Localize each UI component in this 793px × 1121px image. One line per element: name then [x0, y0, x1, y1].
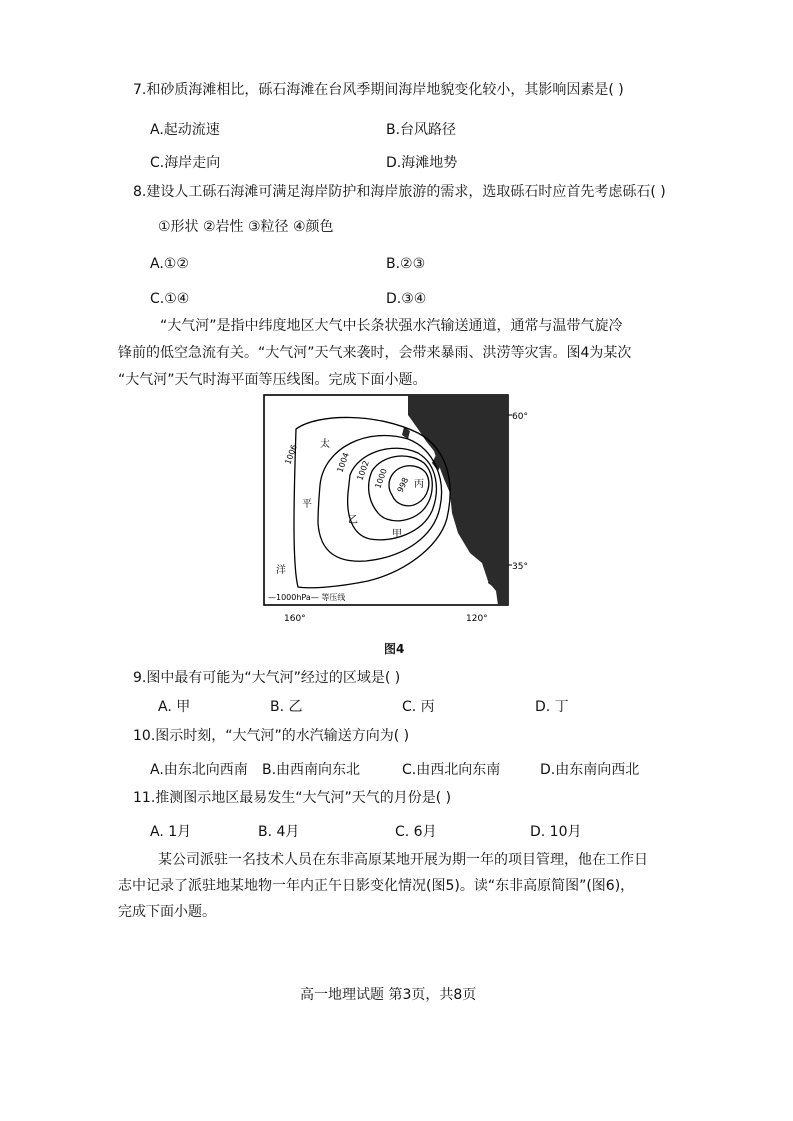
isobar-map: [258, 393, 530, 625]
label-yang: 洋: [276, 565, 286, 576]
land-mass: [408, 395, 508, 605]
q11-option-a: A. 1月: [150, 824, 192, 840]
isobar-label-1006: 1006: [283, 443, 299, 466]
q9-option-d: D. 丁: [535, 699, 569, 715]
q10-option-b: B.由西南向东北: [262, 762, 361, 778]
q11-option-b: B. 4月: [258, 824, 300, 840]
isobar-label-1004: 1004: [335, 451, 351, 474]
q10-option-d: D.由东南向西北: [540, 762, 640, 778]
passage1-line1: “大气河”是指中纬度地区大气中长条状强水汽输送通道，通常与温带气旋冷: [160, 318, 623, 334]
q10-option-c: C.由西北向东南: [402, 762, 501, 778]
q11-option-d: D. 10月: [530, 824, 582, 840]
label-bing: 丙: [414, 479, 424, 490]
label-yi: 乙: [348, 515, 358, 526]
label-jia: 甲: [392, 529, 402, 540]
q7-option-c: C.海岸走向: [150, 155, 221, 171]
legend: —1000hPa— 等压线: [268, 593, 346, 602]
passage2-line1: 某公司派驻一名技术人员在东非高原某地开展为期一年的项目管理，他在工作日: [158, 852, 648, 868]
q10-option-a: A.由东北向西南: [150, 762, 248, 778]
q8-option-d: D.③④: [386, 291, 427, 307]
q7-option-b: B.台风路径: [386, 122, 457, 138]
q7-stem: 7.和砂质海滩相比，砾石海滩在台风季期间海岸地貌变化较小，其影响因素是( ): [133, 82, 624, 98]
q10-stem: 10.图示时刻，“大气河”的水汽输送方向为( ): [133, 728, 410, 744]
q11-option-c: C. 6月: [395, 824, 437, 840]
lat-label-60: 60°: [512, 412, 528, 422]
page-footer: 高一地理试题 第3页，共8页: [300, 987, 477, 1003]
isobar-label-1000: 1000: [373, 467, 389, 490]
q8-items: ①形状 ②岩性 ③粒径 ④颜色: [158, 219, 334, 235]
q8-stem: 8.建设人工砾石海滩可满足海岸防护和海岸旅游的需求，选取砾石时应首先考虑砾石( ): [133, 184, 666, 200]
q7-option-d: D.海滩地势: [386, 155, 458, 171]
passage2-line2: 志中记录了派驻地某地物一年内正午日影变化情况(图5)。读“东非高原简图”(图6)，: [118, 878, 635, 894]
isobar-label-1002: 1002: [355, 459, 371, 482]
q9-option-c: C. 丙: [402, 699, 435, 715]
q7-option-a: A.起动流速: [150, 122, 220, 138]
passage2-line3: 完成下面小题。: [118, 904, 216, 920]
q8-option-a: A.①②: [150, 256, 189, 272]
lon-label-120: 120°: [466, 614, 488, 624]
q8-option-b: B.②③: [386, 256, 426, 272]
q9-stem: 9.图中最有可能为“大气河”经过的区域是( ): [133, 670, 401, 686]
q9-option-b: B. 乙: [270, 699, 303, 715]
passage1-line3: “大气河”天气时海平面等压线图。完成下面小题。: [118, 372, 427, 388]
passage1-line2: 锋前的低空急流有关。“大气河”天气来袭时，会带来暴雨、洪涝等灾害。图4为某次: [118, 345, 632, 361]
q11-stem: 11.推测图示地区最易发生“大气河”天气的月份是( ): [133, 790, 452, 806]
figure-caption: 图4: [384, 642, 405, 656]
q8-option-c: C.①④: [150, 291, 190, 307]
isobar-label-998: 998: [395, 476, 411, 494]
label-ping: 平: [302, 499, 312, 510]
label-tai: 太: [320, 439, 330, 450]
q9-option-a: A. 甲: [158, 699, 191, 715]
lat-label-35: 35°: [512, 562, 528, 572]
lon-label-160: 160°: [284, 614, 306, 624]
